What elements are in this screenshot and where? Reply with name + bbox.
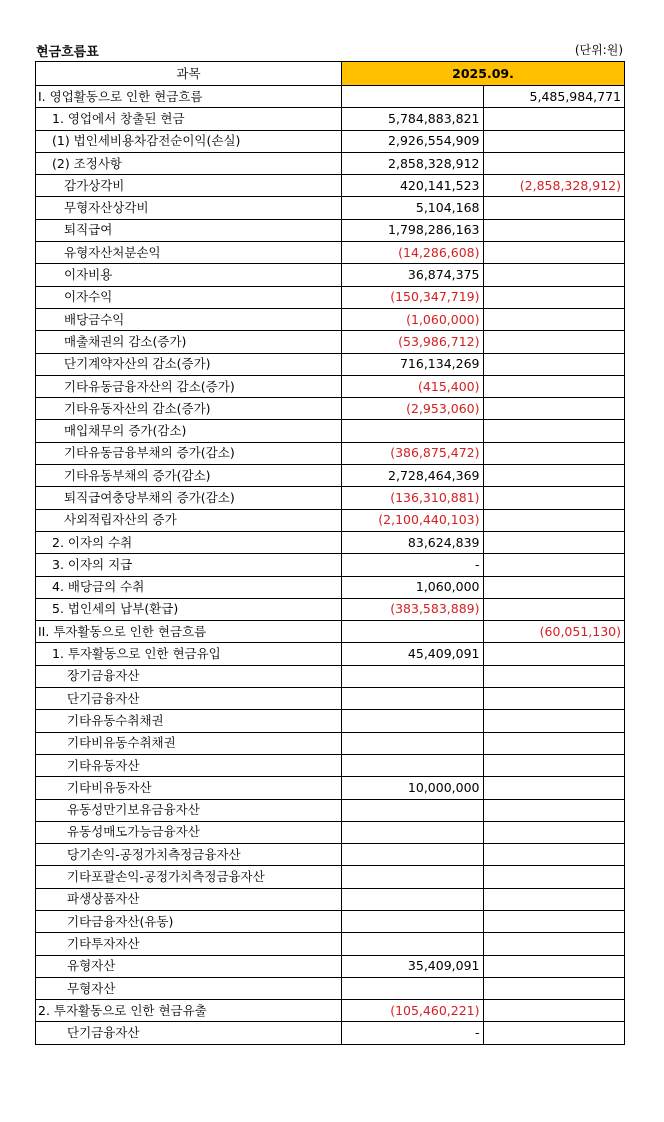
table-row xyxy=(36,554,625,576)
row-detail-amount: (14,286,608) xyxy=(342,242,484,264)
row-total-amount xyxy=(483,688,625,710)
row-total-amount xyxy=(483,955,625,977)
table-row xyxy=(36,977,625,999)
table-row xyxy=(36,487,625,509)
row-label: 1. 투자활동으로 인한 현금유입 xyxy=(36,643,342,665)
row-total-amount xyxy=(483,442,625,464)
table-header-row xyxy=(36,62,625,86)
row-detail-amount: 716,134,269 xyxy=(342,353,484,375)
row-total-amount xyxy=(483,242,625,264)
row-label: 이자비용 xyxy=(36,264,342,286)
row-label: 무형자산 xyxy=(36,977,342,999)
row-total-amount xyxy=(483,531,625,553)
row-total-amount xyxy=(483,1022,625,1044)
row-detail-amount: (415,400) xyxy=(342,375,484,397)
row-label: 유동성매도가능금융자산 xyxy=(36,821,342,843)
row-total-amount xyxy=(483,732,625,754)
row-detail-amount: - xyxy=(342,554,484,576)
row-label: 배당금수익 xyxy=(36,308,342,330)
row-label: 퇴직급여 xyxy=(36,219,342,241)
row-detail-amount: 10,000,000 xyxy=(342,777,484,799)
table-row xyxy=(36,331,625,353)
row-detail-amount: 2,728,464,369 xyxy=(342,465,484,487)
row-detail-amount: 45,409,091 xyxy=(342,643,484,665)
row-detail-amount: (136,310,881) xyxy=(342,487,484,509)
row-total-amount xyxy=(483,888,625,910)
row-label: 기타비유동자산 xyxy=(36,777,342,799)
row-label: 기타유동금융자산의 감소(증가) xyxy=(36,375,342,397)
row-detail-amount xyxy=(342,688,484,710)
table-row xyxy=(36,799,625,821)
row-label: 유형자산 xyxy=(36,955,342,977)
row-label: 단기금융자산 xyxy=(36,688,342,710)
row-total-amount xyxy=(483,1000,625,1022)
row-label: 2. 이자의 수취 xyxy=(36,531,342,553)
row-detail-amount: (386,875,472) xyxy=(342,442,484,464)
row-label: 기타금융자산(유동) xyxy=(36,910,342,932)
row-total-amount xyxy=(483,130,625,152)
table-row xyxy=(36,353,625,375)
report-title: 현금흐름표 xyxy=(36,45,99,60)
row-detail-amount xyxy=(342,910,484,932)
header-subject: 과목 xyxy=(36,62,342,86)
row-detail-amount: 5,104,168 xyxy=(342,197,484,219)
table-row xyxy=(36,754,625,776)
table-row xyxy=(36,398,625,420)
row-detail-amount xyxy=(342,977,484,999)
row-total-amount xyxy=(483,108,625,130)
row-total-amount xyxy=(483,554,625,576)
row-total-amount xyxy=(483,152,625,174)
table-row xyxy=(36,509,625,531)
table-row xyxy=(36,108,625,130)
row-label: 기타비유동수취채권 xyxy=(36,732,342,754)
row-detail-amount: (105,460,221) xyxy=(342,1000,484,1022)
table-row xyxy=(36,130,625,152)
table-row xyxy=(36,86,625,108)
table-row xyxy=(36,910,625,932)
row-detail-amount: (1,060,000) xyxy=(342,308,484,330)
row-total-amount xyxy=(483,754,625,776)
row-detail-amount: (150,347,719) xyxy=(342,286,484,308)
row-detail-amount: 35,409,091 xyxy=(342,955,484,977)
row-total-amount xyxy=(483,844,625,866)
row-total-amount xyxy=(483,777,625,799)
row-detail-amount xyxy=(342,621,484,643)
row-total-amount: 5,485,984,771 xyxy=(483,86,625,108)
table-row xyxy=(36,777,625,799)
table-row xyxy=(36,821,625,843)
row-label: 무형자산상각비 xyxy=(36,197,342,219)
row-detail-amount: 83,624,839 xyxy=(342,531,484,553)
row-total-amount xyxy=(483,331,625,353)
table-row xyxy=(36,465,625,487)
table-row xyxy=(36,665,625,687)
row-total-amount xyxy=(483,509,625,531)
row-detail-amount: 36,874,375 xyxy=(342,264,484,286)
row-label: II. 투자활동으로 인한 현금흐름 xyxy=(36,621,342,643)
row-label: I. 영업활동으로 인한 현금흐름 xyxy=(36,86,342,108)
row-label: 4. 배당금의 수취 xyxy=(36,576,342,598)
row-label: 사외적립자산의 증가 xyxy=(36,509,342,531)
row-total-amount xyxy=(483,799,625,821)
row-total-amount xyxy=(483,308,625,330)
table-row xyxy=(36,598,625,620)
row-label: 기타유동금융부채의 증가(감소) xyxy=(36,442,342,464)
row-label: 기타투자자산 xyxy=(36,933,342,955)
table-row xyxy=(36,308,625,330)
row-label: 유형자산처분손익 xyxy=(36,242,342,264)
row-total-amount: (60,051,130) xyxy=(483,621,625,643)
row-total-amount xyxy=(483,420,625,442)
row-total-amount xyxy=(483,219,625,241)
row-total-amount xyxy=(483,264,625,286)
table-row xyxy=(36,1022,625,1044)
row-total-amount xyxy=(483,933,625,955)
cash-flow-table xyxy=(35,61,625,1045)
table-row xyxy=(36,643,625,665)
row-total-amount xyxy=(483,487,625,509)
row-detail-amount xyxy=(342,888,484,910)
row-detail-amount xyxy=(342,866,484,888)
row-total-amount xyxy=(483,643,625,665)
row-detail-amount xyxy=(342,710,484,732)
row-detail-amount xyxy=(342,754,484,776)
row-label: 장기금융자산 xyxy=(36,665,342,687)
row-detail-amount: 2,858,328,912 xyxy=(342,152,484,174)
row-label: 당기손익-공정가치측정금융자산 xyxy=(36,844,342,866)
row-detail-amount xyxy=(342,933,484,955)
row-detail-amount xyxy=(342,665,484,687)
row-label: 단기계약자산의 감소(증가) xyxy=(36,353,342,375)
row-detail-amount: 1,798,286,163 xyxy=(342,219,484,241)
row-total-amount: (2,858,328,912) xyxy=(483,175,625,197)
table-row xyxy=(36,242,625,264)
row-total-amount xyxy=(483,821,625,843)
table-row xyxy=(36,219,625,241)
row-detail-amount xyxy=(342,821,484,843)
row-total-amount xyxy=(483,375,625,397)
table-row xyxy=(36,264,625,286)
table-row xyxy=(36,375,625,397)
table-row xyxy=(36,888,625,910)
row-label: 파생상품자산 xyxy=(36,888,342,910)
row-label: 감가상각비 xyxy=(36,175,342,197)
row-total-amount xyxy=(483,197,625,219)
row-detail-amount: (2,100,440,103) xyxy=(342,509,484,531)
row-label: 5. 법인세의 납부(환급) xyxy=(36,598,342,620)
table-row xyxy=(36,197,625,219)
row-label: 기타유동자산의 감소(증가) xyxy=(36,398,342,420)
row-total-amount xyxy=(483,977,625,999)
row-label: 매입채무의 증가(감소) xyxy=(36,420,342,442)
table-row xyxy=(36,286,625,308)
row-detail-amount xyxy=(342,799,484,821)
row-detail-amount: (2,953,060) xyxy=(342,398,484,420)
table-row xyxy=(36,688,625,710)
row-detail-amount xyxy=(342,844,484,866)
table-row xyxy=(36,576,625,598)
table-row xyxy=(36,933,625,955)
unit-label: (단위:원) xyxy=(574,43,623,57)
row-total-amount xyxy=(483,910,625,932)
row-label: 1. 영업에서 창출된 현금 xyxy=(36,108,342,130)
table-row xyxy=(36,621,625,643)
row-detail-amount: (383,583,889) xyxy=(342,598,484,620)
row-total-amount xyxy=(483,398,625,420)
table-row xyxy=(36,175,625,197)
row-detail-amount xyxy=(342,86,484,108)
table-row xyxy=(36,710,625,732)
table-row xyxy=(36,732,625,754)
table-row xyxy=(36,1000,625,1022)
row-total-amount xyxy=(483,286,625,308)
row-total-amount xyxy=(483,576,625,598)
row-label: 이자수익 xyxy=(36,286,342,308)
table-row xyxy=(36,152,625,174)
row-label: (1) 법인세비용차감전순이익(손실) xyxy=(36,130,342,152)
row-detail-amount: (53,986,712) xyxy=(342,331,484,353)
row-detail-amount xyxy=(342,420,484,442)
row-label: 3. 이자의 지급 xyxy=(36,554,342,576)
row-label: 매출채권의 감소(증가) xyxy=(36,331,342,353)
row-detail-amount xyxy=(342,732,484,754)
header-period: 2025.09. xyxy=(342,62,625,86)
row-detail-amount: 5,784,883,821 xyxy=(342,108,484,130)
row-total-amount xyxy=(483,598,625,620)
table-row xyxy=(36,866,625,888)
row-total-amount xyxy=(483,710,625,732)
row-label: 기타유동수취채권 xyxy=(36,710,342,732)
row-label: 퇴직급여충당부채의 증가(감소) xyxy=(36,487,342,509)
row-label: 2. 투자활동으로 인한 현금유출 xyxy=(36,1000,342,1022)
row-label: 기타유동부채의 증가(감소) xyxy=(36,465,342,487)
row-total-amount xyxy=(483,353,625,375)
table-row xyxy=(36,531,625,553)
row-label: (2) 조정사항 xyxy=(36,152,342,174)
row-detail-amount: 1,060,000 xyxy=(342,576,484,598)
row-detail-amount: - xyxy=(342,1022,484,1044)
row-total-amount xyxy=(483,465,625,487)
table-row xyxy=(36,420,625,442)
table-row xyxy=(36,844,625,866)
table-row xyxy=(36,442,625,464)
row-label: 기타포괄손익-공정가치측정금융자산 xyxy=(36,866,342,888)
table-row xyxy=(36,955,625,977)
row-total-amount xyxy=(483,665,625,687)
row-label: 단기금융자산 xyxy=(36,1022,342,1044)
row-detail-amount: 420,141,523 xyxy=(342,175,484,197)
row-label: 기타유동자산 xyxy=(36,754,342,776)
row-detail-amount: 2,926,554,909 xyxy=(342,130,484,152)
row-label: 유동성만기보유금융자산 xyxy=(36,799,342,821)
row-total-amount xyxy=(483,866,625,888)
